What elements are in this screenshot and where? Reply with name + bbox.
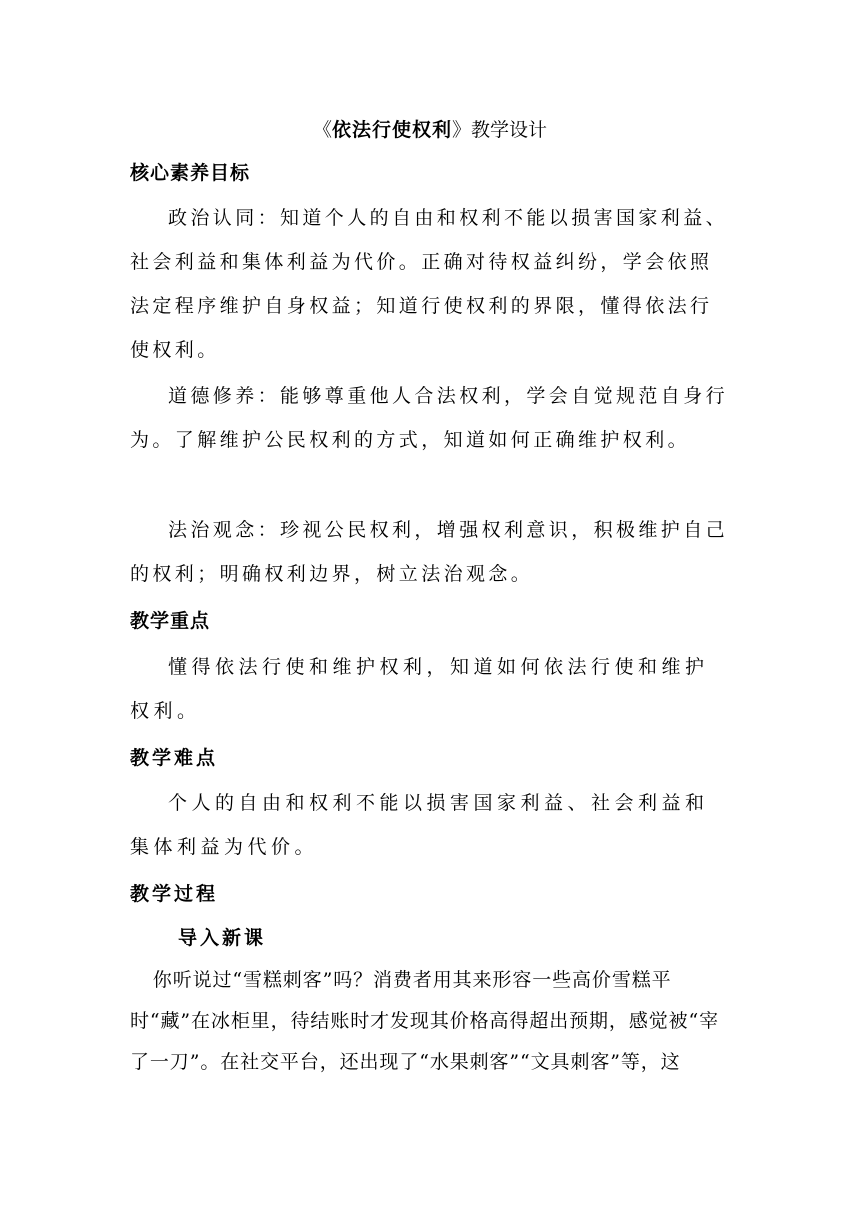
difficulty-paragraph: 个人的自由和权利不能以损害国家利益、社会利益和集体利益为代价。 (130, 792, 709, 858)
document-title (0, 117, 860, 143)
title-open-bracket: 《 (312, 119, 332, 141)
subheading-intro: 导入新课 (178, 927, 267, 949)
heading-key-points: 教学重点 (130, 610, 211, 632)
goals-paragraph-political: 政治认同：知道个人的自由和权利不能以损害国家利益、社会利益和集体利益为代价。正确对待权益纠纷，学会依照法定程序维护自身权益；知道行使权利的界限，懂得依法行使权利。 (130, 207, 729, 361)
heading-goals: 核心素养目标 (130, 162, 251, 184)
intro-paragraph: 你听说过“雪糕刺客”吗？消费者用其来形容一些高价雪糕平时“藏”在冰柜里，待结账时才发现其价格高得超出预期，感觉被“宰了一刀”。在社交平台，还出现了“水果刺客”“文具刺客”等，这 (130, 969, 720, 1073)
heading-process: 教学过程 (130, 883, 219, 905)
goals-paragraph-moral: 道德修养：能够尊重他人合法权利，学会自觉规范自身行为。了解维护公民权利的方式，知道如何正确维护权利。 (130, 385, 729, 451)
goals-paragraph-legal: 法治观念：珍视公民权利，增强权利意识，积极维护自己的权利；明确权利边界，树立法治观念。 (130, 519, 729, 585)
title-main: 依法行使权利 (331, 119, 452, 141)
key-points-paragraph: 懂得依法行使和维护权利，知道如何依法行使和维护权利。 (130, 656, 709, 722)
title-suffix: 》教学设计 (452, 119, 548, 141)
heading-difficulty: 教学难点 (130, 747, 219, 769)
